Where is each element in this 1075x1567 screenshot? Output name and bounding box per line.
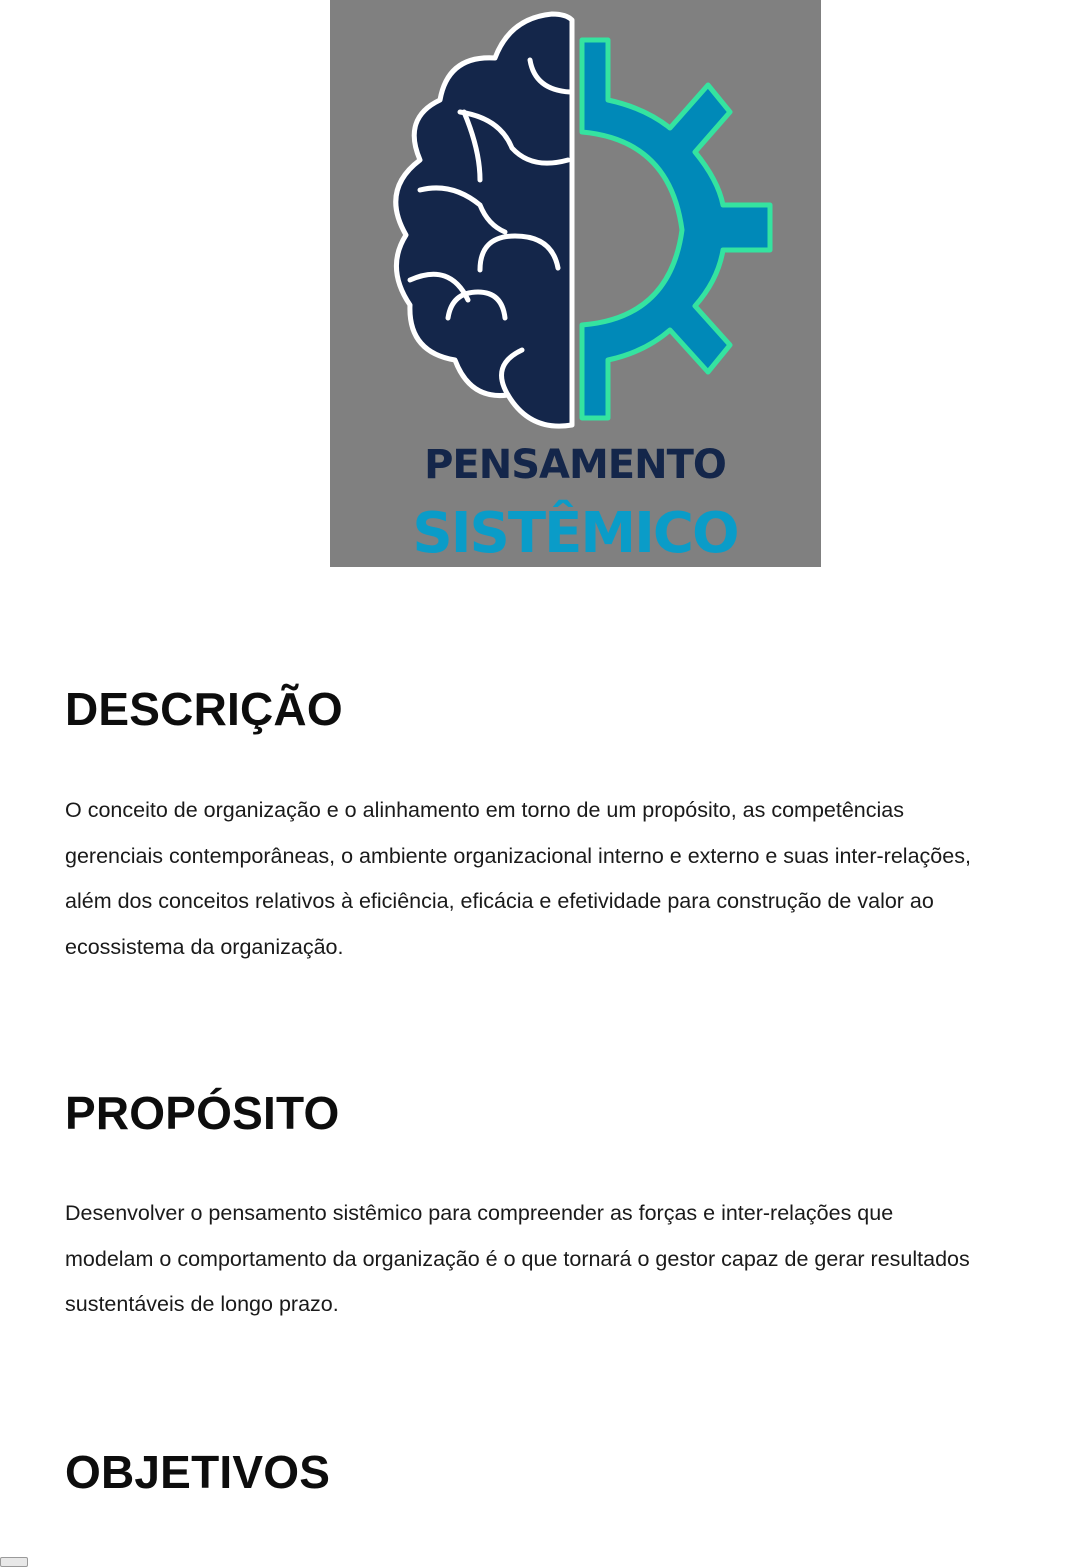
hero-banner: [330, 0, 821, 567]
section-body-proposito: [65, 1191, 1075, 1328]
body-line: gerenciais contemporâneas, o ambiente organizacional interno e externo e suas inter-relações,: [65, 843, 971, 868]
gear-half: [582, 40, 770, 418]
body-line: além dos conceitos relativos à eficiência, eficácia e efetividade para construção de valor ao: [65, 889, 934, 913]
section-body-descricao: [65, 788, 1075, 970]
section-heading-objetivos: OBJETIVOS: [65, 1446, 331, 1498]
brain-half: [396, 14, 572, 426]
brain-gear-icon: [330, 0, 821, 567]
body-line: O conceito de organização e o alinhamento em torno de um propósito, as competências: [65, 798, 904, 822]
section-heading-proposito: PROPÓSITO: [65, 1087, 340, 1139]
body-line: Desenvolver o pensamento sistêmico para compreender as forças e inter-relações que: [65, 1201, 894, 1225]
body-line: sustentáveis de longo prazo.: [65, 1292, 339, 1316]
body-line: ecossistema da organização.: [65, 934, 344, 959]
body-line: modelam o comportamento da organização é o que tornará o gestor capaz de gerar resultados: [65, 1246, 970, 1271]
logo-line1: PENSAMENTO: [424, 442, 726, 488]
section-heading-descricao: DESCRIÇÃO: [65, 683, 343, 735]
logo-line2: SISTÊMICO: [412, 501, 738, 566]
